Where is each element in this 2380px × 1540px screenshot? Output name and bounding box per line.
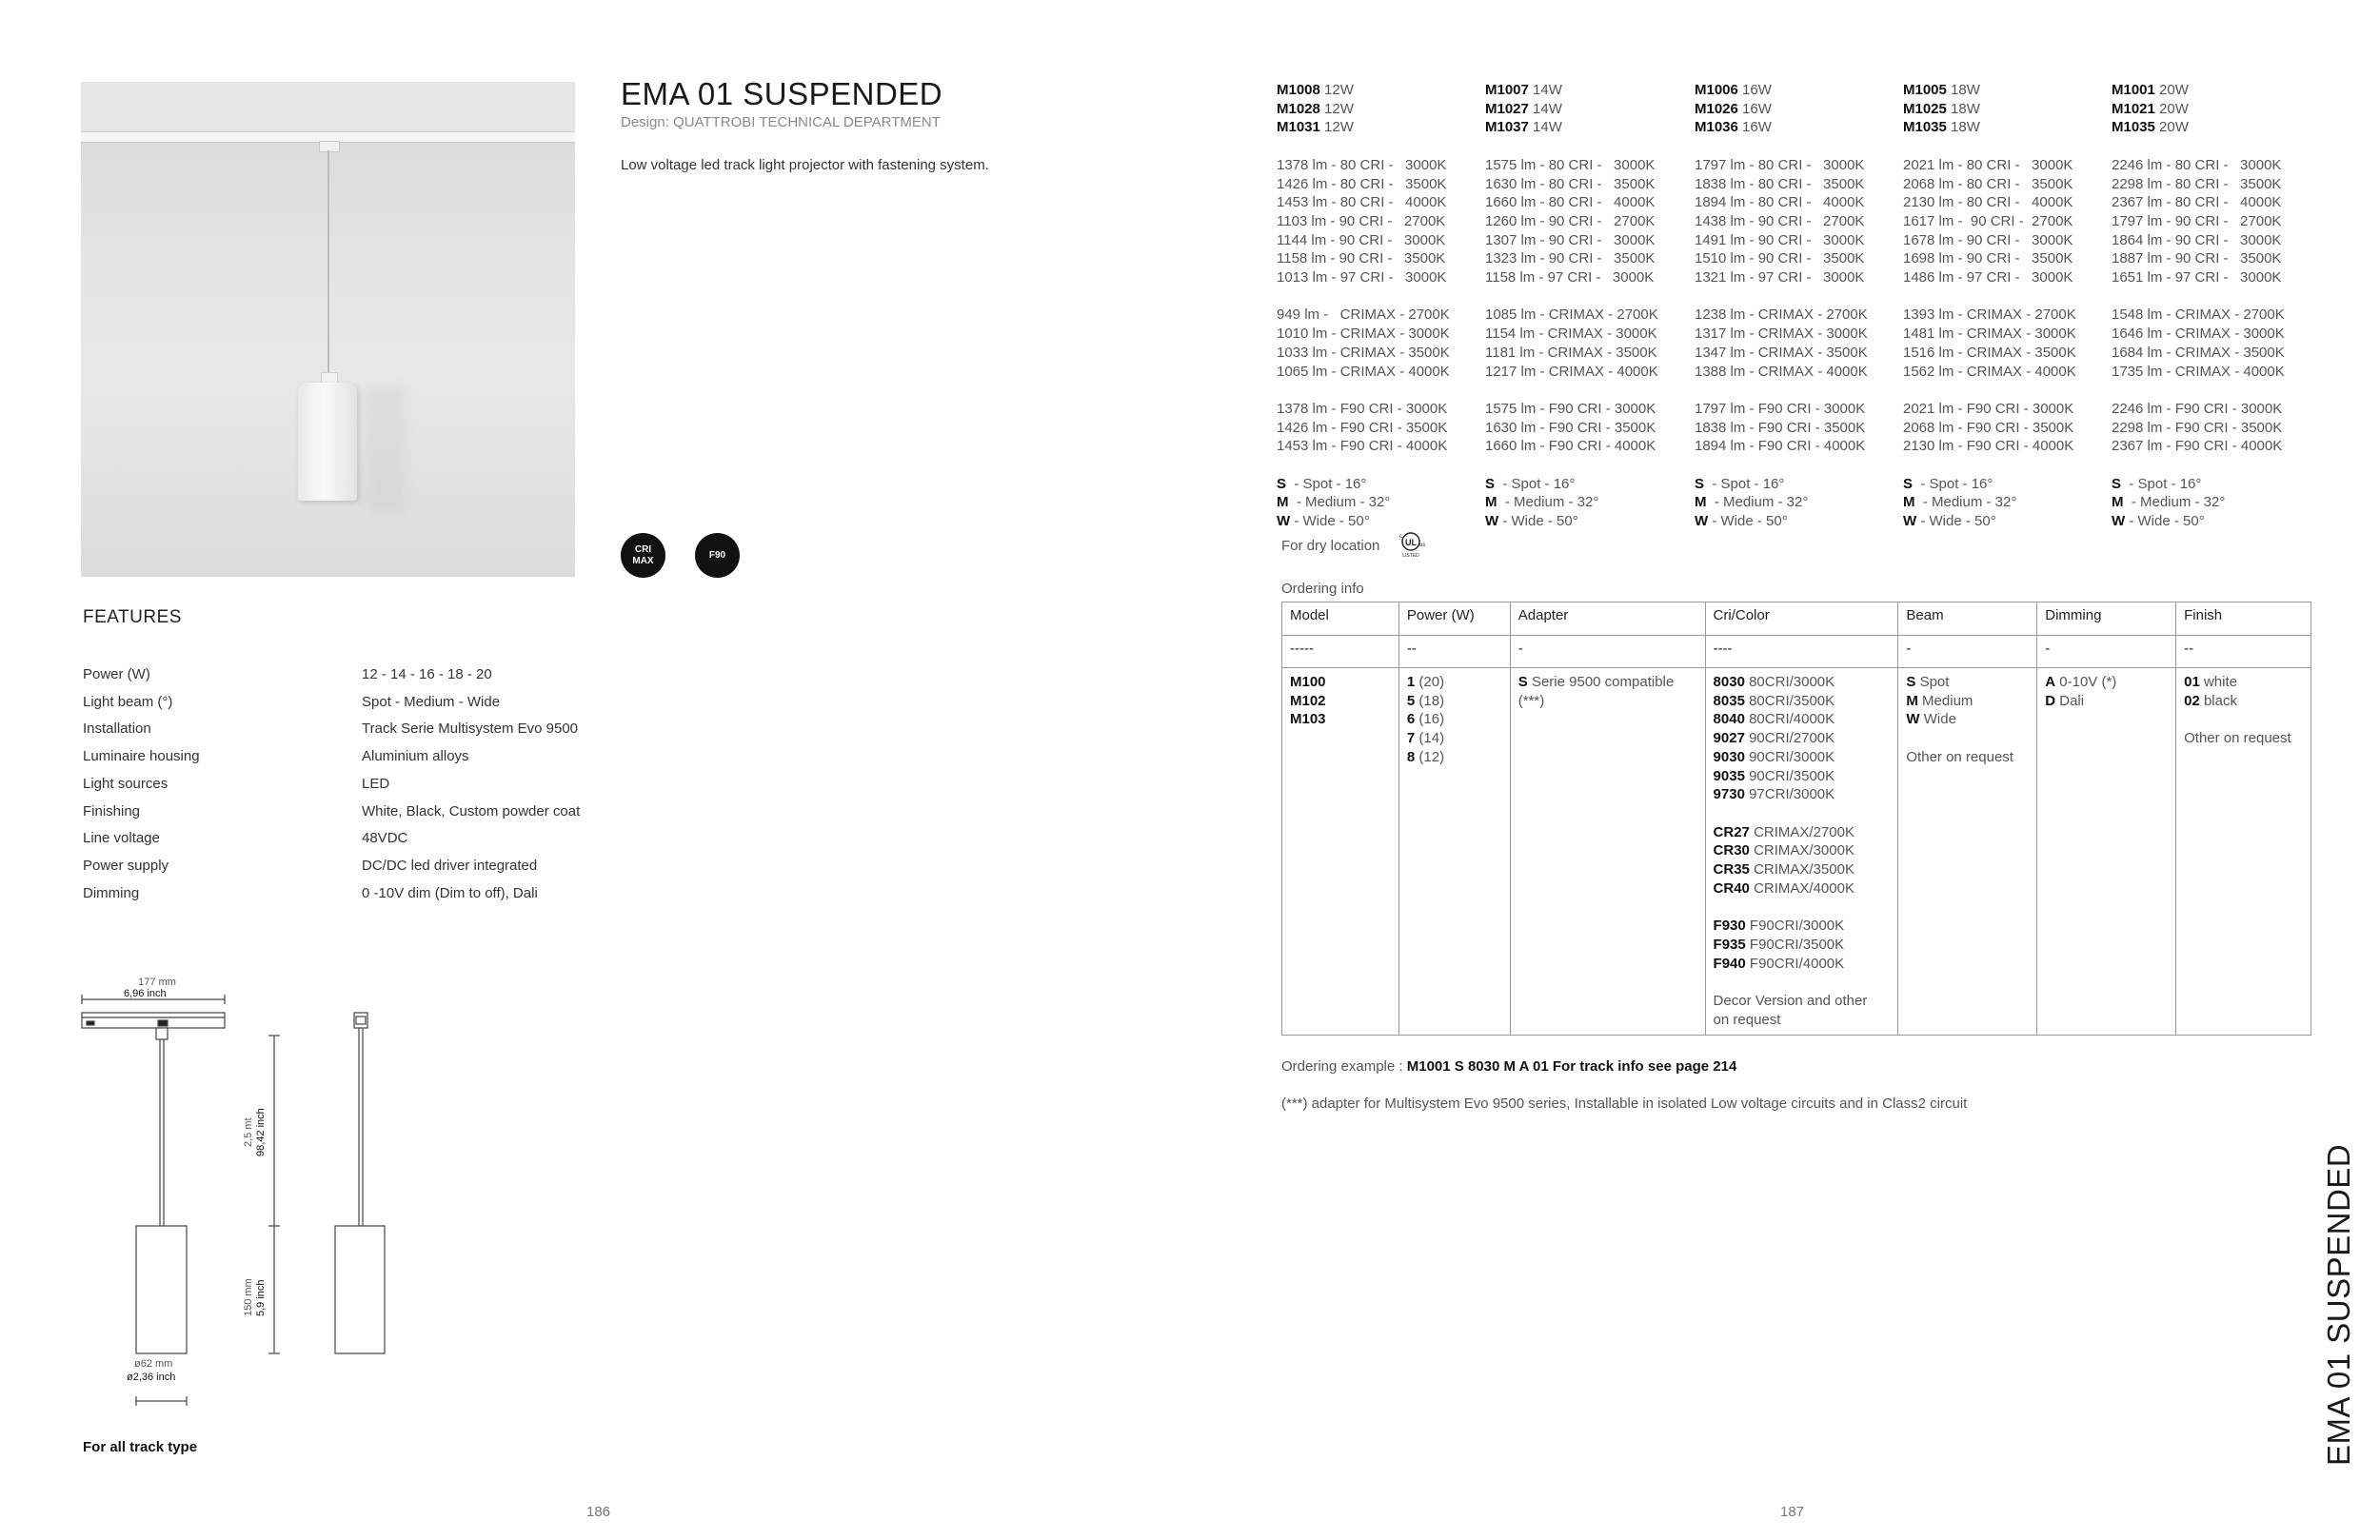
ordering-header: Beam bbox=[1898, 602, 2037, 636]
lumen-line: 1158 lm - 97 CRI - 3000K bbox=[1485, 269, 1655, 286]
ordering-body-row bbox=[1282, 668, 2311, 1036]
ordering-header: Adapter bbox=[1510, 602, 1705, 636]
lumen-line: 1838 lm - 80 CRI - 3500K bbox=[1695, 175, 1865, 192]
feature-row bbox=[83, 858, 654, 885]
lumen-line: 1516 lm - CRIMAX - 3500K bbox=[1903, 344, 2076, 361]
feature-label: Power (W) bbox=[83, 666, 150, 682]
f90-badge-icon: F90 bbox=[695, 533, 740, 578]
lumen-group bbox=[1485, 156, 1690, 287]
ordering-option: 02 black bbox=[2184, 692, 2237, 709]
spec-column bbox=[1277, 81, 1481, 531]
svg-text:UL: UL bbox=[1405, 538, 1417, 547]
feature-value: Aluminium alloys bbox=[362, 748, 469, 765]
ordering-option: F935 F90CRI/3500K bbox=[1713, 936, 1845, 953]
feature-value: DC/DC led driver integrated bbox=[362, 857, 538, 874]
beam-list bbox=[1695, 475, 1899, 531]
ordering-option: A 0-10V (*) bbox=[2045, 674, 2117, 690]
lumen-group bbox=[2112, 156, 2316, 287]
ordering-option: CR35 CRIMAX/3500K bbox=[1713, 861, 1854, 879]
ordering-option bbox=[1714, 973, 1891, 992]
ordering-dash: -- bbox=[1398, 636, 1510, 668]
lumen-line: 1181 lm - CRIMAX - 3500K bbox=[1485, 344, 1657, 361]
ordering-option: Other on request bbox=[1906, 748, 2013, 765]
lumen-line: 1481 lm - CRIMAX - 3000K bbox=[1903, 326, 2076, 343]
beam-line: S - Spot - 16° bbox=[1485, 475, 1576, 492]
ordering-dash: - bbox=[1898, 636, 2037, 668]
ordering-option: 5 (18) bbox=[1406, 692, 1445, 709]
model-line: M1027 14W bbox=[1485, 100, 1562, 117]
lumen-line: 1085 lm - CRIMAX - 2700K bbox=[1485, 306, 1658, 324]
lumen-line: 1887 lm - 90 CRI - 3500K bbox=[2112, 250, 2282, 267]
lumen-line: 2298 lm - F90 CRI - 3500K bbox=[2112, 419, 2283, 436]
lumen-line: 1630 lm - 80 CRI - 3500K bbox=[1485, 175, 1656, 192]
lumen-line: 1154 lm - CRIMAX - 3000K bbox=[1485, 326, 1657, 343]
dim-dia-mm: ø62 mm bbox=[134, 1358, 173, 1370]
ordering-header: Finish bbox=[2176, 602, 2311, 636]
lumen-group bbox=[1903, 156, 2108, 287]
design-credit: Design: QUATTROBI TECHNICAL DEPARTMENT bbox=[621, 114, 941, 130]
lumen-line: 1321 lm - 97 CRI - 3000K bbox=[1695, 269, 1865, 286]
ordering-option: 8030 80CRI/3000K bbox=[1713, 674, 1835, 690]
model-line: M1035 18W bbox=[1903, 119, 1980, 136]
adapter-footnote: (***) adapter for Multisystem Evo 9500 series, Installable in isolated Low voltage circuits and in Class2 circuit bbox=[1281, 1096, 1968, 1112]
page-number-right: 187 bbox=[1780, 1504, 1805, 1520]
feature-row bbox=[83, 721, 654, 748]
product-photo bbox=[81, 82, 575, 577]
lumen-line: 2068 lm - 80 CRI - 3500K bbox=[1903, 175, 2073, 192]
ordering-option: M Medium bbox=[1906, 692, 1973, 709]
ordering-option: on request bbox=[1713, 1011, 1781, 1028]
model-line: M1008 12W bbox=[1277, 82, 1354, 98]
feature-row bbox=[83, 666, 654, 694]
ordering-option: 7 (14) bbox=[1406, 730, 1445, 747]
dim-cable-inch: 98,42 inch bbox=[255, 1108, 267, 1156]
lumen-line: 1453 lm - F90 CRI - 4000K bbox=[1277, 438, 1448, 455]
ordering-option: 9027 90CRI/2700K bbox=[1713, 730, 1835, 747]
lumen-line: 1894 lm - 80 CRI - 4000K bbox=[1695, 194, 1865, 211]
beam-line: W - Wide - 50° bbox=[2112, 513, 2205, 530]
ordering-header: Cri/Color bbox=[1705, 602, 1898, 636]
feature-value: Spot - Medium - Wide bbox=[362, 693, 501, 710]
ordering-cell-dimming bbox=[2037, 668, 2176, 1036]
lumen-line: 1660 lm - 80 CRI - 4000K bbox=[1485, 194, 1656, 211]
lumen-line: 1158 lm - 90 CRI - 3500K bbox=[1277, 250, 1446, 267]
feature-row bbox=[83, 694, 654, 721]
lumen-group bbox=[1695, 156, 1899, 287]
lumen-line: 1010 lm - CRIMAX - 3000K bbox=[1277, 326, 1450, 343]
svg-text:LISTED: LISTED bbox=[1402, 553, 1419, 559]
lumen-line: 1838 lm - F90 CRI - 3500K bbox=[1695, 419, 1866, 436]
ordering-option: 1 (20) bbox=[1406, 674, 1445, 690]
lumen-line: 2246 lm - F90 CRI - 3000K bbox=[2112, 400, 2283, 417]
lumen-line: 1617 lm - 90 CRI - 2700K bbox=[1903, 212, 2073, 229]
spec-column bbox=[1485, 81, 1690, 531]
ordering-option: 9030 90CRI/3000K bbox=[1713, 748, 1835, 765]
feature-value: White, Black, Custom powder coat bbox=[362, 802, 581, 819]
feature-row bbox=[83, 748, 654, 776]
features-heading: FEATURES bbox=[83, 607, 182, 627]
lumen-line: 1797 lm - 90 CRI - 2700K bbox=[2112, 212, 2282, 229]
lumen-group bbox=[1695, 306, 1899, 381]
feature-row bbox=[83, 776, 654, 803]
lumen-line: 1438 lm - 90 CRI - 2700K bbox=[1695, 212, 1865, 229]
crimax-badge-icon: CRI MAX bbox=[621, 533, 665, 578]
model-line: M1007 14W bbox=[1485, 82, 1562, 98]
beam-list bbox=[1903, 475, 2108, 531]
ordering-option: F930 F90CRI/3000K bbox=[1713, 918, 1845, 935]
model-line: M1031 12W bbox=[1277, 119, 1354, 136]
ordering-header-row bbox=[1282, 602, 2311, 636]
lumen-line: 1260 lm - 90 CRI - 2700K bbox=[1485, 212, 1656, 229]
beam-line: W - Wide - 50° bbox=[1695, 513, 1788, 530]
feature-value: 48VDC bbox=[362, 830, 408, 847]
lumen-line: 1103 lm - 90 CRI - 2700K bbox=[1277, 212, 1446, 229]
dry-location-label: For dry location bbox=[1281, 538, 1380, 554]
lumen-line: 1562 lm - CRIMAX - 4000K bbox=[1903, 363, 2076, 380]
spec-column bbox=[1903, 81, 2108, 531]
dim-body-mm: 150 mm bbox=[243, 1278, 254, 1316]
feature-label: Power supply bbox=[83, 857, 169, 874]
ordering-option: 8 (12) bbox=[1406, 748, 1445, 765]
ordering-option: CR27 CRIMAX/2700K bbox=[1713, 823, 1854, 840]
lumen-line: 2130 lm - 80 CRI - 4000K bbox=[1903, 194, 2073, 211]
ul-listed-icon bbox=[1397, 530, 1425, 559]
model-line: M1001 20W bbox=[2112, 82, 2189, 98]
lumen-line: 1630 lm - F90 CRI - 3500K bbox=[1485, 419, 1656, 436]
page-title: EMA 01 SUSPENDED bbox=[621, 76, 943, 111]
feature-label: Light sources bbox=[83, 775, 169, 792]
dim-dia-inch: ø2,36 inch bbox=[127, 1372, 176, 1383]
feature-label: Line voltage bbox=[83, 830, 160, 847]
lumen-group bbox=[1695, 400, 1899, 456]
model-line: M1006 16W bbox=[1695, 82, 1772, 98]
ordering-table bbox=[1281, 602, 2311, 1036]
lumen-group bbox=[1903, 306, 2108, 381]
lumen-line: 1797 lm - F90 CRI - 3000K bbox=[1695, 400, 1866, 417]
page-number-left: 186 bbox=[586, 1504, 611, 1520]
feature-label: Finishing bbox=[83, 802, 141, 819]
beam-line: S - Spot - 16° bbox=[1903, 475, 1993, 492]
lumen-group bbox=[2112, 306, 2316, 381]
ordering-option: Other on request bbox=[2184, 730, 2291, 747]
ordering-option bbox=[1714, 898, 1891, 917]
ordering-dash: ----- bbox=[1282, 636, 1399, 668]
lumen-line: 1013 lm - 97 CRI - 3000K bbox=[1277, 269, 1447, 286]
model-line: M1005 18W bbox=[1903, 82, 1980, 98]
beam-line: M - Medium - 32° bbox=[1903, 494, 2017, 511]
beam-line: M - Medium - 32° bbox=[2112, 494, 2226, 511]
feature-label: Installation bbox=[83, 721, 151, 738]
spec-column bbox=[1695, 81, 1899, 531]
svg-text:c: c bbox=[1399, 534, 1402, 540]
ordering-dash: - bbox=[2037, 636, 2176, 668]
dim-cable-m: 2,5 mt bbox=[243, 1117, 254, 1147]
lumen-line: 1864 lm - 90 CRI - 3000K bbox=[2112, 231, 2282, 248]
beam-line: M - Medium - 32° bbox=[1277, 494, 1391, 511]
model-line: M1021 20W bbox=[2112, 100, 2189, 117]
lumen-line: 2021 lm - F90 CRI - 3000K bbox=[1903, 400, 2074, 417]
model-list bbox=[1903, 81, 2108, 137]
model-list bbox=[1695, 81, 1899, 137]
lumen-line: 1684 lm - CRIMAX - 3500K bbox=[2112, 344, 2285, 361]
lumen-line: 1144 lm - 90 CRI - 3000K bbox=[1277, 231, 1446, 248]
ordering-header: Model bbox=[1282, 602, 1399, 636]
ordering-option: M100 bbox=[1290, 674, 1326, 690]
svg-text:us: us bbox=[1419, 543, 1425, 548]
beam-line: S - Spot - 16° bbox=[1277, 475, 1367, 492]
ordering-dash: ---- bbox=[1705, 636, 1898, 668]
ordering-cell-beam bbox=[1898, 668, 2037, 1036]
lumen-line: 2021 lm - 80 CRI - 3000K bbox=[1903, 156, 2073, 173]
feature-label: Light beam (°) bbox=[83, 693, 173, 710]
beam-line: M - Medium - 32° bbox=[1485, 494, 1599, 511]
lumen-group bbox=[1277, 400, 1481, 456]
ordering-dash: -- bbox=[2176, 636, 2311, 668]
feature-row bbox=[83, 803, 654, 831]
lumen-line: 1894 lm - F90 CRI - 4000K bbox=[1695, 438, 1866, 455]
ordering-info-title: Ordering info bbox=[1281, 581, 1364, 597]
model-list bbox=[2112, 81, 2316, 137]
feature-value: LED bbox=[362, 775, 390, 792]
ordering-option bbox=[1714, 804, 1891, 823]
ordering-cell-power bbox=[1398, 668, 1510, 1036]
ordering-cell-adapter bbox=[1510, 668, 1705, 1036]
feature-value: 0 -10V dim (Dim to off), Dali bbox=[362, 884, 538, 901]
dim-body-inch: 5,9 inch bbox=[255, 1279, 267, 1316]
ordering-option: Decor Version and other bbox=[1713, 992, 1868, 1009]
ordering-option bbox=[1906, 729, 2029, 748]
ordering-option: S Spot bbox=[1906, 674, 1950, 690]
beam-line: M - Medium - 32° bbox=[1695, 494, 1809, 511]
lumen-group bbox=[1903, 400, 2108, 456]
lumen-line: 1307 lm - 90 CRI - 3000K bbox=[1485, 231, 1656, 248]
lumen-line: 1491 lm - 90 CRI - 3000K bbox=[1695, 231, 1865, 248]
ordering-option: M102 bbox=[1290, 692, 1326, 709]
ordering-option: 9730 97CRI/3000K bbox=[1713, 786, 1835, 803]
lumen-line: 1575 lm - 80 CRI - 3000K bbox=[1485, 156, 1656, 173]
lumen-line: 2298 lm - 80 CRI - 3500K bbox=[2112, 175, 2282, 192]
lumen-line: 1735 lm - CRIMAX - 4000K bbox=[2112, 363, 2285, 380]
model-list bbox=[1485, 81, 1690, 137]
lumen-line: 1575 lm - F90 CRI - 3000K bbox=[1485, 400, 1656, 417]
model-line: M1036 16W bbox=[1695, 119, 1772, 136]
ordering-option: 01 white bbox=[2184, 674, 2237, 690]
lumen-line: 1378 lm - 80 CRI - 3000K bbox=[1277, 156, 1447, 173]
ordering-option: M103 bbox=[1290, 711, 1326, 728]
lumen-line: 2367 lm - 80 CRI - 4000K bbox=[2112, 194, 2282, 211]
ordering-option: (***) bbox=[1517, 692, 1545, 709]
ordering-cell-cri_color bbox=[1705, 668, 1898, 1036]
model-line: M1025 18W bbox=[1903, 100, 1980, 117]
model-line: M1026 16W bbox=[1695, 100, 1772, 117]
beam-line: W - Wide - 50° bbox=[1903, 513, 1996, 530]
ordering-option: W Wide bbox=[1906, 711, 1956, 728]
technical-drawing bbox=[76, 971, 419, 1409]
feature-label: Dimming bbox=[83, 884, 140, 901]
lumen-line: 1426 lm - F90 CRI - 3500K bbox=[1277, 419, 1448, 436]
lumen-line: 1388 lm - CRIMAX - 4000K bbox=[1695, 363, 1868, 380]
lumen-group bbox=[1277, 306, 1481, 381]
lumen-line: 1393 lm - CRIMAX - 2700K bbox=[1903, 306, 2076, 324]
spec-column bbox=[2112, 81, 2316, 531]
lumen-line: 1033 lm - CRIMAX - 3500K bbox=[1277, 344, 1450, 361]
lumen-line: 1486 lm - 97 CRI - 3000K bbox=[1903, 269, 2073, 286]
beam-list bbox=[1277, 475, 1481, 531]
beam-line: S - Spot - 16° bbox=[2112, 475, 2202, 492]
beam-line: W - Wide - 50° bbox=[1277, 513, 1370, 530]
lumen-line: 1678 lm - 90 CRI - 3000K bbox=[1903, 231, 2073, 248]
ordering-option: CR40 CRIMAX/4000K bbox=[1713, 879, 1854, 897]
lumen-line: 1698 lm - 90 CRI - 3500K bbox=[1903, 250, 2073, 267]
product-description: Low voltage led track light projector with fastening system. bbox=[621, 157, 989, 173]
ordering-header: Dimming bbox=[2037, 602, 2176, 636]
lumen-line: 2130 lm - F90 CRI - 4000K bbox=[1903, 438, 2074, 455]
lumen-line: 2367 lm - F90 CRI - 4000K bbox=[2112, 438, 2283, 455]
model-list bbox=[1277, 81, 1481, 137]
ordering-option: 8035 80CRI/3500K bbox=[1713, 692, 1835, 709]
lumen-line: 2246 lm - 80 CRI - 3000K bbox=[2112, 156, 2282, 173]
ordering-option: CR30 CRIMAX/3000K bbox=[1713, 842, 1854, 859]
lumen-group bbox=[1277, 156, 1481, 287]
lumen-group bbox=[1485, 306, 1690, 381]
ordering-cell-finish bbox=[2176, 668, 2311, 1036]
lumen-group bbox=[2112, 400, 2316, 456]
lumen-line: 1238 lm - CRIMAX - 2700K bbox=[1695, 306, 1868, 324]
ordering-option: F940 F90CRI/4000K bbox=[1713, 955, 1845, 972]
ordering-option: 8040 80CRI/4000K bbox=[1713, 711, 1835, 728]
ordering-option: 6 (16) bbox=[1406, 711, 1445, 728]
dim-width-mm: 177 mm bbox=[138, 977, 176, 988]
feature-value: 12 - 14 - 16 - 18 - 20 bbox=[362, 666, 492, 682]
lumen-line: 1065 lm - CRIMAX - 4000K bbox=[1277, 363, 1450, 380]
lumen-line: 1660 lm - F90 CRI - 4000K bbox=[1485, 438, 1656, 455]
ordering-option: 9035 90CRI/3500K bbox=[1713, 767, 1835, 784]
ordering-option: S Serie 9500 compatible bbox=[1517, 674, 1675, 690]
lumen-line: 1510 lm - 90 CRI - 3500K bbox=[1695, 250, 1865, 267]
feature-value: Track Serie Multisystem Evo 9500 bbox=[362, 721, 579, 738]
model-line: M1037 14W bbox=[1485, 119, 1562, 136]
feature-row bbox=[83, 830, 654, 858]
lumen-line: 1797 lm - 80 CRI - 3000K bbox=[1695, 156, 1865, 173]
feature-row bbox=[83, 885, 654, 913]
ordering-example: Ordering example : M1001 S 8030 M A 01 For track info see page 214 bbox=[1281, 1058, 1737, 1075]
luminaire-body bbox=[298, 383, 357, 501]
lumen-line: 1323 lm - 90 CRI - 3500K bbox=[1485, 250, 1656, 267]
ordering-dash-row bbox=[1282, 636, 2311, 668]
ordering-dash: - bbox=[1510, 636, 1705, 668]
lumen-line: 2068 lm - F90 CRI - 3500K bbox=[1903, 419, 2074, 436]
lumen-line: 1548 lm - CRIMAX - 2700K bbox=[2112, 306, 2285, 324]
beam-line: S - Spot - 16° bbox=[1695, 475, 1785, 492]
lumen-line: 1426 lm - 80 CRI - 3500K bbox=[1277, 175, 1447, 192]
beam-list bbox=[1485, 475, 1690, 531]
ordering-option bbox=[2184, 710, 2303, 729]
feature-label: Luminaire housing bbox=[83, 748, 200, 765]
lumen-line: 1378 lm - F90 CRI - 3000K bbox=[1277, 400, 1448, 417]
lumen-line: 1646 lm - CRIMAX - 3000K bbox=[2112, 326, 2285, 343]
lumen-line: 1317 lm - CRIMAX - 3000K bbox=[1695, 326, 1868, 343]
beam-list bbox=[2112, 475, 2316, 531]
ordering-option: D Dali bbox=[2045, 692, 2085, 709]
beam-line: W - Wide - 50° bbox=[1485, 513, 1578, 530]
lumen-line: 949 lm - CRIMAX - 2700K bbox=[1277, 306, 1450, 324]
lumen-line: 1217 lm - CRIMAX - 4000K bbox=[1485, 363, 1658, 380]
model-line: M1028 12W bbox=[1277, 100, 1354, 117]
model-line: M1035 20W bbox=[2112, 119, 2189, 136]
lumen-group bbox=[1485, 400, 1690, 456]
ordering-header: Power (W) bbox=[1398, 602, 1510, 636]
ordering-cell-model bbox=[1282, 668, 1399, 1036]
vertical-title: EMA 01 SUSPENDED bbox=[2321, 1143, 2356, 1466]
for-all-track-note: For all track type bbox=[83, 1439, 198, 1455]
lumen-line: 1453 lm - 80 CRI - 4000K bbox=[1277, 194, 1447, 211]
lumen-line: 1347 lm - CRIMAX - 3500K bbox=[1695, 344, 1868, 361]
dim-width-inch: 6,96 inch bbox=[124, 988, 167, 999]
lumen-line: 1651 lm - 97 CRI - 3000K bbox=[2112, 269, 2282, 286]
